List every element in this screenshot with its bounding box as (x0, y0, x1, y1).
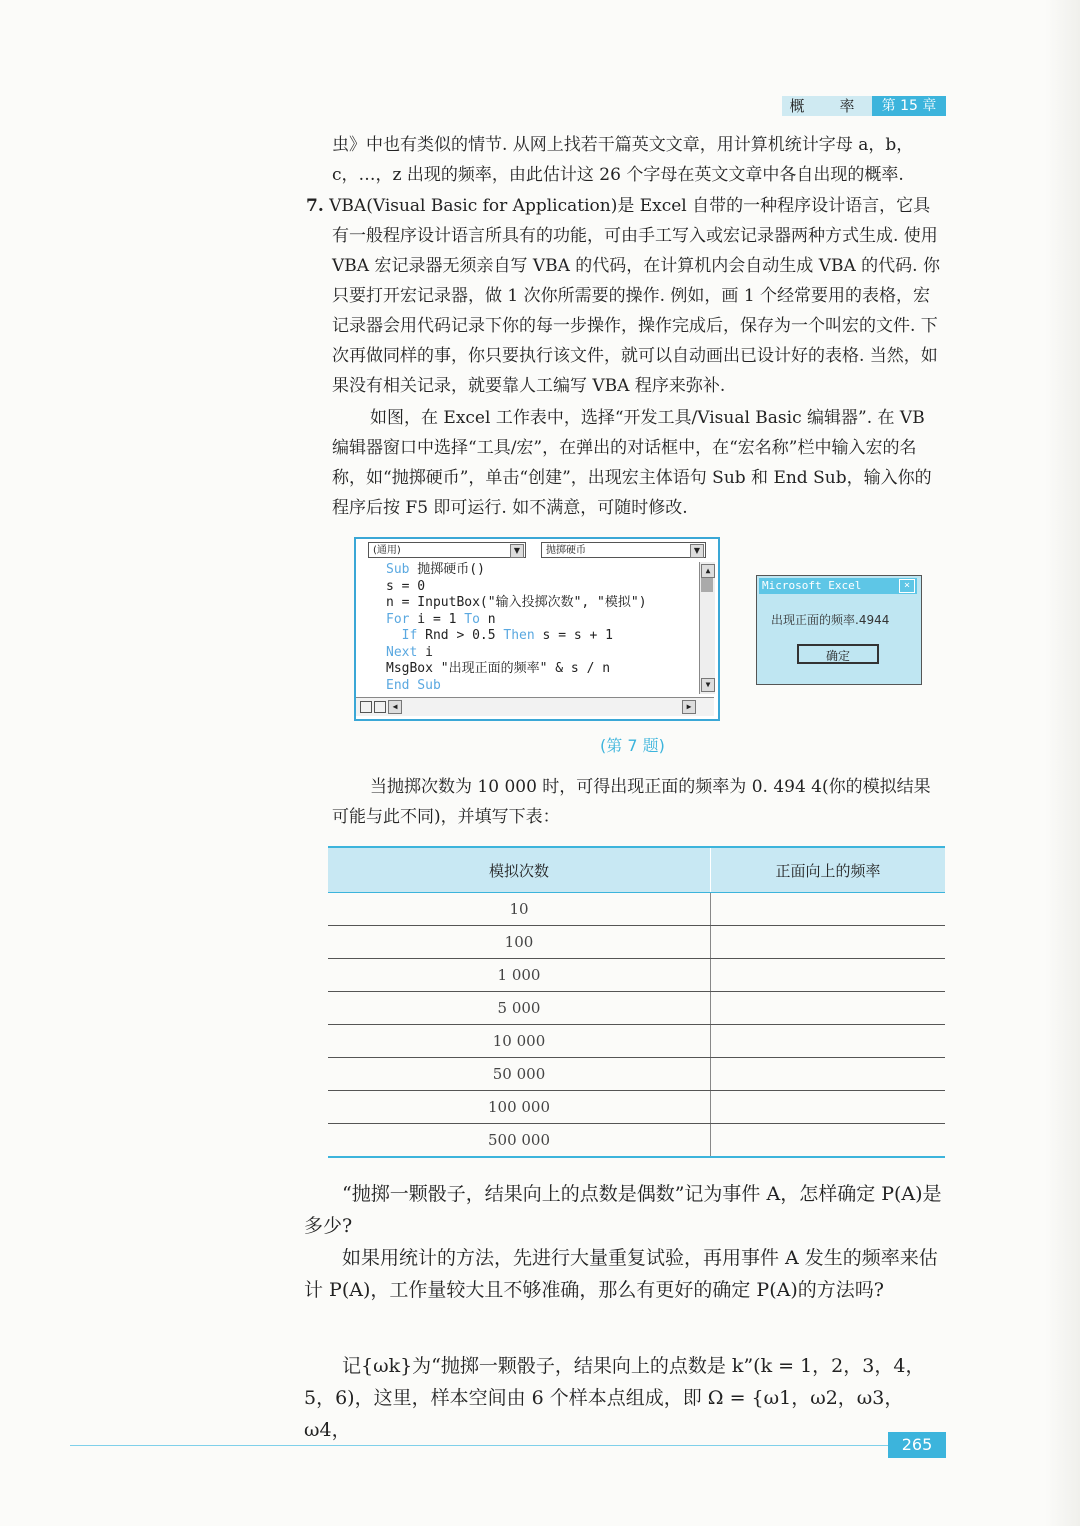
column-header-frequency: 正面向上的频率 (711, 847, 946, 893)
frequency-cell[interactable] (711, 992, 946, 1025)
chevron-down-icon[interactable]: ▼ (690, 544, 704, 558)
code-area[interactable] (386, 562, 696, 692)
question-a2 (304, 1242, 946, 1306)
vba-editor-window (354, 537, 720, 721)
scroll-right-icon[interactable]: ▶ (682, 700, 696, 714)
result-paragraph (332, 772, 946, 832)
code-line: s = 0 (386, 578, 426, 594)
page-number: 265 (888, 1432, 946, 1458)
scroll-thumb[interactable] (701, 578, 713, 592)
frequency-cell[interactable] (711, 1025, 946, 1058)
trials-cell: 100 000 (328, 1091, 711, 1124)
object-dropdown-value: (通用) (373, 545, 401, 556)
table-row (328, 1124, 945, 1158)
code-line: Next i (386, 644, 433, 660)
frequency-cell[interactable] (711, 893, 946, 926)
code-line: If Rnd > 0.5 Then s = s + 1 (386, 628, 613, 643)
code-line: n = InputBox("输入投掷次数", "模拟") (386, 595, 647, 610)
instructions-text: 如图，在 Excel 工作表中，选择“开发工具/Visual Basic 编辑器”. 在 VB 编辑器窗口中选择“工具/宏”，在弹出的对话框中，在“宏名称”栏中输入宏的名称，如“抛掷硬币”，单击“创建”，出现宏主体语句 Sub 和 End Sub，输入你的程序后按 F5 即可运行. 如不满意，可随时修改. (332, 408, 932, 518)
question-a1-text: “抛掷一颗骰子，结果向上的点数是偶数”记为事件 A，怎样确定 P(A)是多少? (304, 1183, 942, 1237)
scroll-up-icon[interactable]: ▲ (701, 564, 715, 578)
vertical-scrollbar[interactable] (699, 562, 715, 694)
question-a2-text: 如果用统计的方法，先进行大量重复试验，再用事件 A 发生的频率来估计 P(A)，工作量较大且不够准确，那么有更好的确定 P(A)的方法吗? (304, 1247, 938, 1301)
trials-cell: 50 000 (328, 1058, 711, 1091)
procedure-dropdown[interactable] (541, 542, 706, 558)
trials-cell: 500 000 (328, 1124, 711, 1158)
code-line: End Sub (386, 677, 441, 693)
ok-button[interactable]: 确定 (797, 644, 879, 664)
object-dropdown[interactable] (368, 542, 526, 558)
simulation-table (328, 846, 945, 1158)
close-icon[interactable]: × (899, 579, 915, 593)
table-row (328, 1058, 945, 1091)
figure-caption: (第 7 题) (600, 736, 665, 755)
procedure-view-icon[interactable] (360, 701, 372, 713)
table-row (328, 926, 945, 959)
message-box-title: Microsoft Excel (762, 579, 862, 592)
frequency-cell[interactable] (711, 1124, 946, 1158)
scroll-down-icon[interactable]: ▼ (701, 678, 715, 692)
trials-cell: 5 000 (328, 992, 711, 1025)
chapter-name: 概 率 (782, 96, 872, 116)
question-number: 7. (306, 196, 324, 216)
chapter-number: 第 15 章 (872, 96, 946, 116)
frequency-cell[interactable] (711, 1058, 946, 1091)
trials-cell: 10 (328, 893, 711, 926)
message-box-text: 出现正面的频率.4944 (771, 613, 890, 627)
horizontal-scrollbar[interactable] (356, 697, 714, 716)
question-a3-text: 记{ωk}为“抛掷一颗骰子，结果向上的点数是 k”(k = 1，2，3，4，5，6)，这里，样本空间由 6 个样本点组成，即 Ω = {ω1，ω2，ω3，ω4， (304, 1355, 925, 1441)
chevron-down-icon[interactable]: ▼ (510, 544, 524, 558)
table-header-row (328, 847, 945, 893)
running-header (0, 93, 1080, 117)
message-box-title-bar (759, 578, 917, 594)
table-row (328, 992, 945, 1025)
question-7-text: VBA(Visual Basic for Application)是 Excel 自带的一种程序设计语言，它具有一般程序设计语言所具有的功能，可由手工写入或宏记录器两种方式生成. 使用 VBA 宏记录器无须亲自写 VBA 的代码，在计算机内会自动生成 VBA 的代码. 你只要打开宏记录器，做 1 次你所需要的操作. 例如，画 1 个经常要用的表格，宏记录器会用代码记录下你的每一步操作，操作完成后，保存为一个叫宏的文件. 下次再做同样的事，你只要执行该文件，就可以自动画出已设计好的表格. 当然，如果没有相关记录，就要靠人工编写 VBA 程序来弥补. (329, 196, 940, 396)
question-a1 (304, 1178, 946, 1242)
table-row (328, 1025, 945, 1058)
letter-frequency-text: 虫》中也有类似的情节. 从网上找若干篇英文文章，用计算机统计字母 a，b，c，…，z 出现的频率，由此估计这 26 个字母在英文文章中各自出现的概率. (332, 135, 914, 185)
paragraph-letters (332, 130, 946, 190)
frequency-cell[interactable] (711, 926, 946, 959)
question-7 (306, 191, 946, 401)
code-line: Sub 抛掷硬币() (386, 562, 485, 577)
trials-cell: 1 000 (328, 959, 711, 992)
code-line: For i = 1 To n (386, 611, 496, 627)
column-header-trials: 模拟次数 (328, 847, 711, 893)
frequency-cell[interactable] (711, 959, 946, 992)
module-view-icon[interactable] (374, 701, 386, 713)
table-row (328, 959, 945, 992)
table-row (328, 893, 945, 926)
question-7-instructions (332, 403, 946, 523)
trials-cell: 100 (328, 926, 711, 959)
excel-message-box (756, 575, 922, 685)
scroll-left-icon[interactable]: ◀ (388, 700, 402, 714)
question-a3 (304, 1350, 946, 1446)
table-row (328, 1091, 945, 1124)
code-line: MsgBox "出现正面的频率" & s / n (386, 661, 611, 676)
trials-cell: 10 000 (328, 1025, 711, 1058)
footer-rule (70, 1445, 946, 1446)
result-text: 当抛掷次数为 10 000 时，可得出现正面的频率为 0. 494 4(你的模拟结果可能与此不同)，并填写下表： (332, 777, 931, 827)
page-edge-shadow (1045, 0, 1080, 1526)
frequency-cell[interactable] (711, 1091, 946, 1124)
procedure-dropdown-value: 抛掷硬币 (546, 545, 586, 556)
